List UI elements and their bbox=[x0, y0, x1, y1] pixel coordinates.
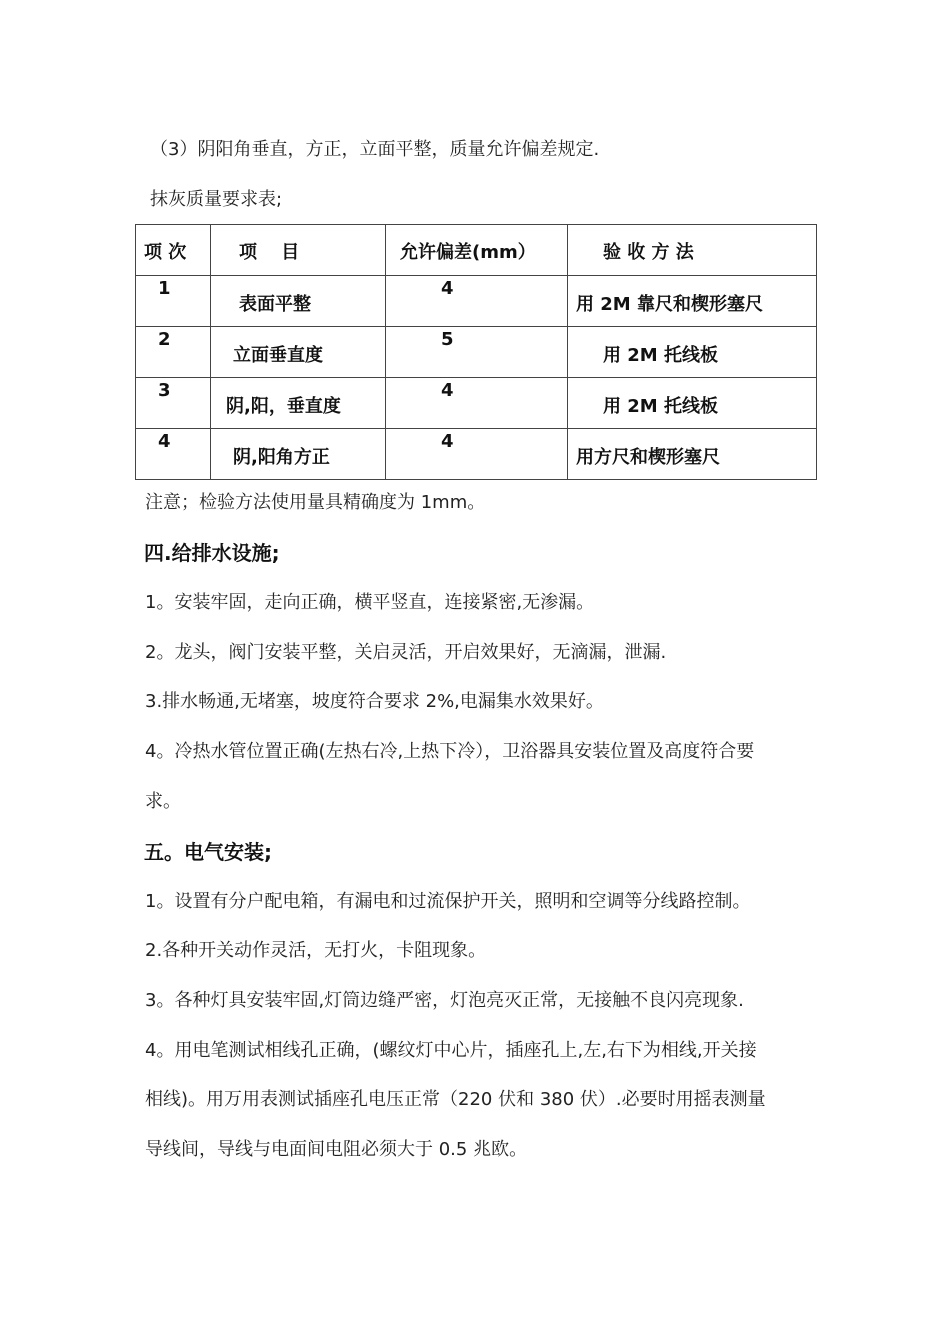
table-caption: 抹灰质量要求表; bbox=[150, 189, 283, 210]
row-method: 用 2M 靠尺和楔形塞尺 bbox=[576, 294, 763, 315]
header-no: 项 次 bbox=[144, 242, 187, 263]
row-no: 2 bbox=[158, 329, 171, 350]
cell-item bbox=[211, 327, 386, 378]
section-heading-plumbing: 四.给排水设施; bbox=[144, 541, 280, 565]
list-item: 3.排水畅通,无堵塞，坡度符合要求 2%,电漏集水效果好。 bbox=[145, 691, 604, 712]
quality-table bbox=[135, 224, 817, 480]
row-tolerance: 4 bbox=[441, 278, 454, 299]
table-row bbox=[136, 429, 817, 480]
list-item: 1。设置有分户配电箱，有漏电和过流保护开关，照明和空调等分线路控制。 bbox=[145, 891, 751, 912]
row-no: 3 bbox=[158, 380, 171, 401]
cell-tolerance bbox=[386, 276, 568, 327]
row-tolerance: 4 bbox=[441, 431, 454, 452]
list-item: 3。各种灯具安装牢固,灯筒边缝严密，灯泡亮灭正常，无接触不良闪亮现象. bbox=[145, 990, 744, 1011]
row-tolerance: 4 bbox=[441, 380, 454, 401]
header-method: 验 收 方 法 bbox=[603, 242, 694, 263]
table-header-row bbox=[136, 225, 817, 276]
header-cell bbox=[136, 225, 211, 276]
cell-no bbox=[136, 378, 211, 429]
list-item: 1。安装牢固，走向正确，横平竖直，连接紧密,无渗漏。 bbox=[145, 592, 595, 613]
table-row bbox=[136, 378, 817, 429]
list-item-continuation: 相线)。用万用表测试插座孔电压正常（220 伏和 380 伏）.必要时用摇表测量 bbox=[145, 1089, 766, 1110]
cell-tolerance bbox=[386, 378, 568, 429]
list-item: 4。用电笔测试相线孔正确，(螺纹灯中心片，插座孔上,左,右下为相线,开关接 bbox=[145, 1040, 757, 1061]
row-method: 用 2M 托线板 bbox=[603, 396, 718, 417]
list-item-continuation: 导线间，导线与电面间电阻必须大于 0.5 兆欧。 bbox=[145, 1139, 528, 1160]
list-item: 2。龙头，阀门安装平整，关启灵活，开启效果好，无滴漏，泄漏. bbox=[145, 642, 667, 663]
cell-no bbox=[136, 327, 211, 378]
cell-item bbox=[211, 276, 386, 327]
header-cell bbox=[211, 225, 386, 276]
list-item: 4。冷热水管位置正确(左热右冷,上热下冷），卫浴器具安装位置及高度符合要 bbox=[145, 741, 755, 762]
cell-no bbox=[136, 429, 211, 480]
cell-no bbox=[136, 276, 211, 327]
header-cell bbox=[568, 225, 817, 276]
row-tolerance: 5 bbox=[441, 329, 454, 350]
cell-method bbox=[568, 276, 817, 327]
row-item: 表面平整 bbox=[239, 294, 311, 315]
cell-item bbox=[211, 429, 386, 480]
section-heading-electrical: 五。电气安装; bbox=[144, 840, 272, 864]
header-item: 项 目 bbox=[239, 242, 300, 263]
cell-method bbox=[568, 378, 817, 429]
row-item: 立面垂直度 bbox=[233, 345, 323, 366]
row-item: 阴,阳角方正 bbox=[233, 447, 330, 468]
cell-tolerance bbox=[386, 429, 568, 480]
row-no: 1 bbox=[158, 278, 171, 299]
cell-method bbox=[568, 327, 817, 378]
header-cell bbox=[386, 225, 568, 276]
cell-tolerance bbox=[386, 327, 568, 378]
row-no: 4 bbox=[158, 431, 171, 452]
note-text: 注意；检验方法使用量具精确度为 1mm。 bbox=[145, 492, 486, 513]
header-tolerance: 允许偏差(mm） bbox=[400, 242, 536, 263]
cell-method bbox=[568, 429, 817, 480]
list-item: 2.各种开关动作灵活，无打火，卡阻现象。 bbox=[145, 940, 487, 961]
intro-line-1: （3）阴阳角垂直，方正，立面平整，质量允许偏差规定. bbox=[150, 139, 600, 160]
list-item-continuation: 求。 bbox=[145, 791, 181, 812]
row-item: 阴,阳，垂直度 bbox=[226, 396, 341, 417]
row-method: 用 2M 托线板 bbox=[603, 345, 718, 366]
cell-item bbox=[211, 378, 386, 429]
table-row bbox=[136, 327, 817, 378]
table-row bbox=[136, 276, 817, 327]
row-method: 用方尺和楔形塞尺 bbox=[576, 447, 720, 468]
